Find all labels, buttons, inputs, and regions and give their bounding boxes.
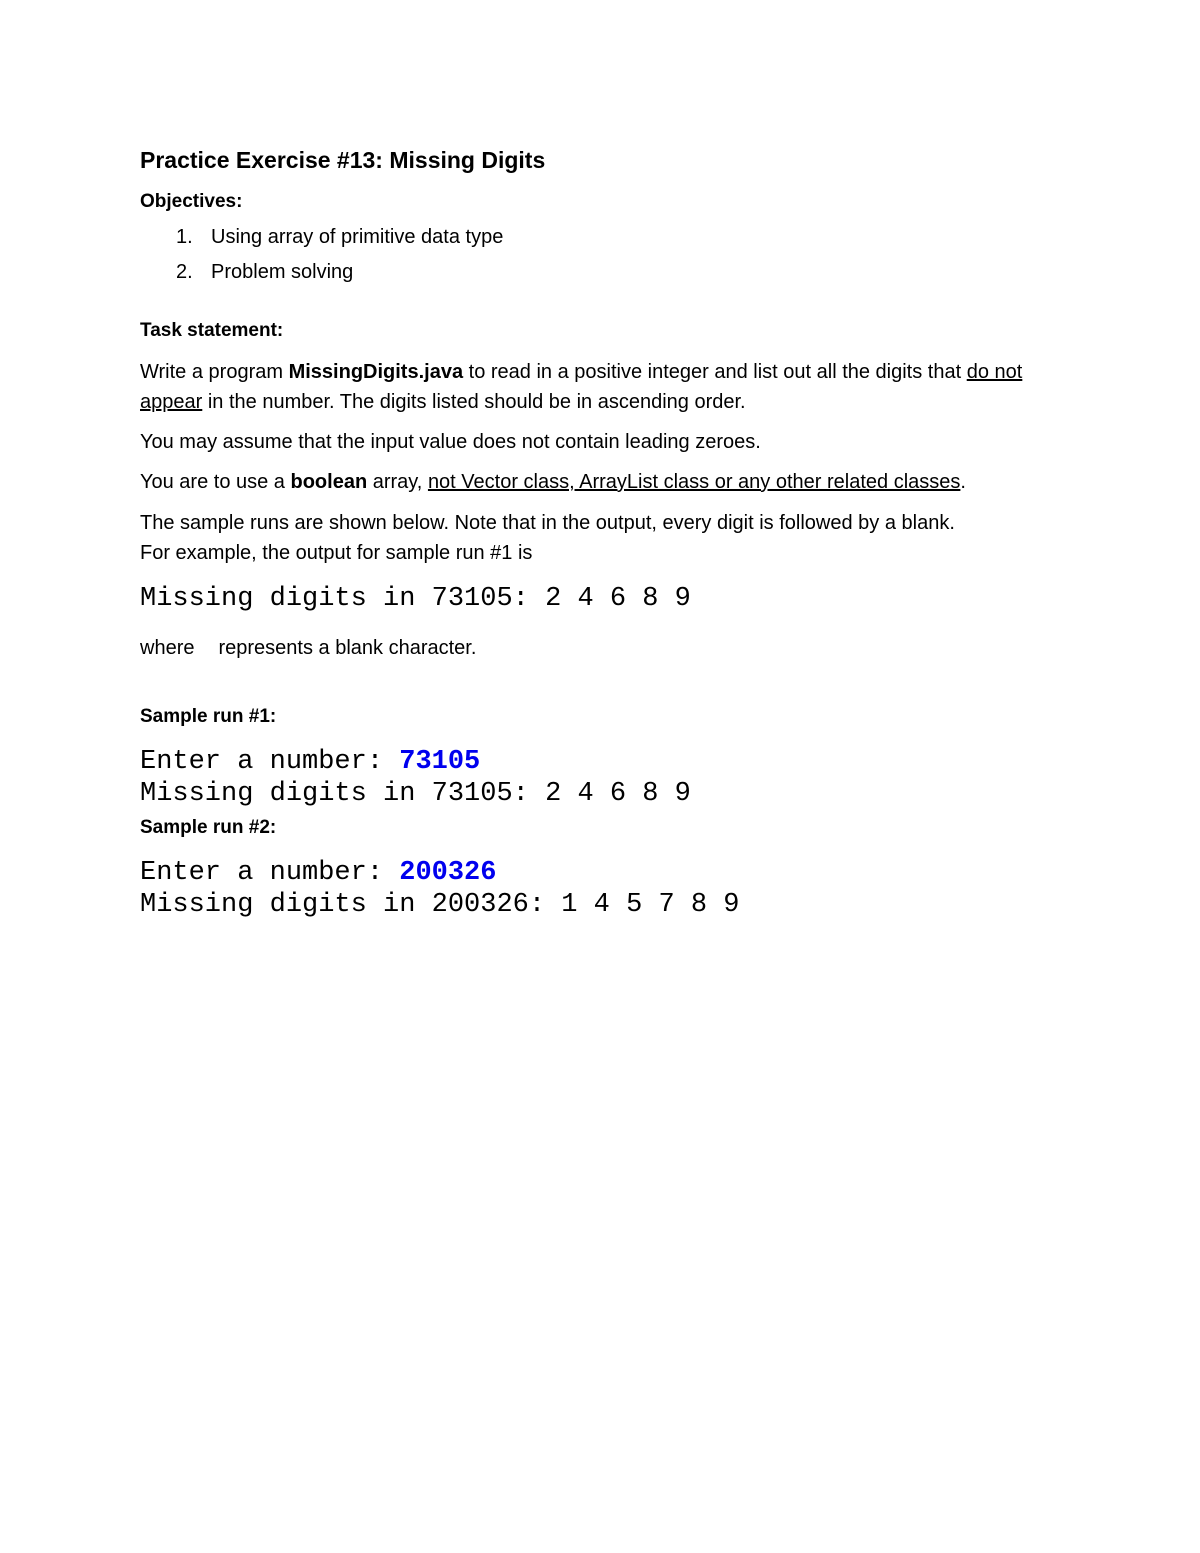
page-title: Practice Exercise #13: Missing Digits — [140, 147, 546, 173]
where-note — [140, 633, 1070, 663]
text-run: . — [960, 471, 966, 493]
prompt-text: Enter a number: — [140, 747, 400, 777]
objective-number: 1. — [176, 226, 193, 248]
keyword-boolean: boolean — [290, 471, 368, 493]
underlined-phrase: do not appear — [140, 361, 1023, 413]
objective-item-2 — [176, 258, 353, 286]
sample-run-1-output: Missing digits in 73105: 2 4 6 8 9 — [140, 779, 691, 809]
task-paragraph-2: You may assume that the input value does not contain leading zeroes. — [140, 431, 761, 453]
user-input: 73105 — [399, 747, 481, 777]
task-paragraph-3 — [140, 467, 1070, 497]
text-run: Write a program — [140, 361, 289, 383]
text-run: to read in a positive integer and list out all the digits that — [463, 361, 967, 383]
example-output: Missing digits in 73105: 2 4 6 8 9 — [140, 584, 691, 614]
text-run: You are to use a — [140, 471, 291, 493]
objectives-heading: Objectives: — [140, 191, 243, 212]
task-paragraph-4-line-1: The sample runs are shown below. Note that in the output, every digit is followed by a blank. — [140, 512, 955, 534]
underlined-phrase: not Vector class, ArrayList class or any other related classes — [427, 471, 961, 493]
sample-run-2-output: Missing digits in 200326: 1 4 5 7 8 9 — [140, 890, 740, 920]
sample-run-2-heading: Sample run #2: — [140, 817, 277, 838]
objective-text: Using array of primitive data type — [211, 226, 504, 248]
objective-text: Problem solving — [211, 261, 354, 283]
text-run: where — [140, 637, 195, 659]
sample-run-2-prompt — [140, 857, 496, 889]
text-run: in the number. The digits listed should be in ascending order. — [202, 391, 746, 413]
task-paragraph-4-line-2: For example, the output for sample run #1 is — [140, 542, 533, 564]
sample-run-1-prompt — [140, 746, 480, 778]
text-run: array, — [367, 471, 428, 493]
sample-run-1-heading: Sample run #1: — [140, 706, 277, 727]
task-heading: Task statement: — [140, 320, 284, 341]
objective-item-1 — [176, 223, 503, 251]
task-paragraph-1 — [140, 357, 1070, 417]
text-run: represents a blank character. — [218, 637, 477, 659]
objective-number: 2. — [176, 261, 193, 283]
user-input: 200326 — [399, 858, 497, 888]
program-name: MissingDigits.java — [288, 361, 464, 383]
prompt-text: Enter a number: — [140, 858, 400, 888]
